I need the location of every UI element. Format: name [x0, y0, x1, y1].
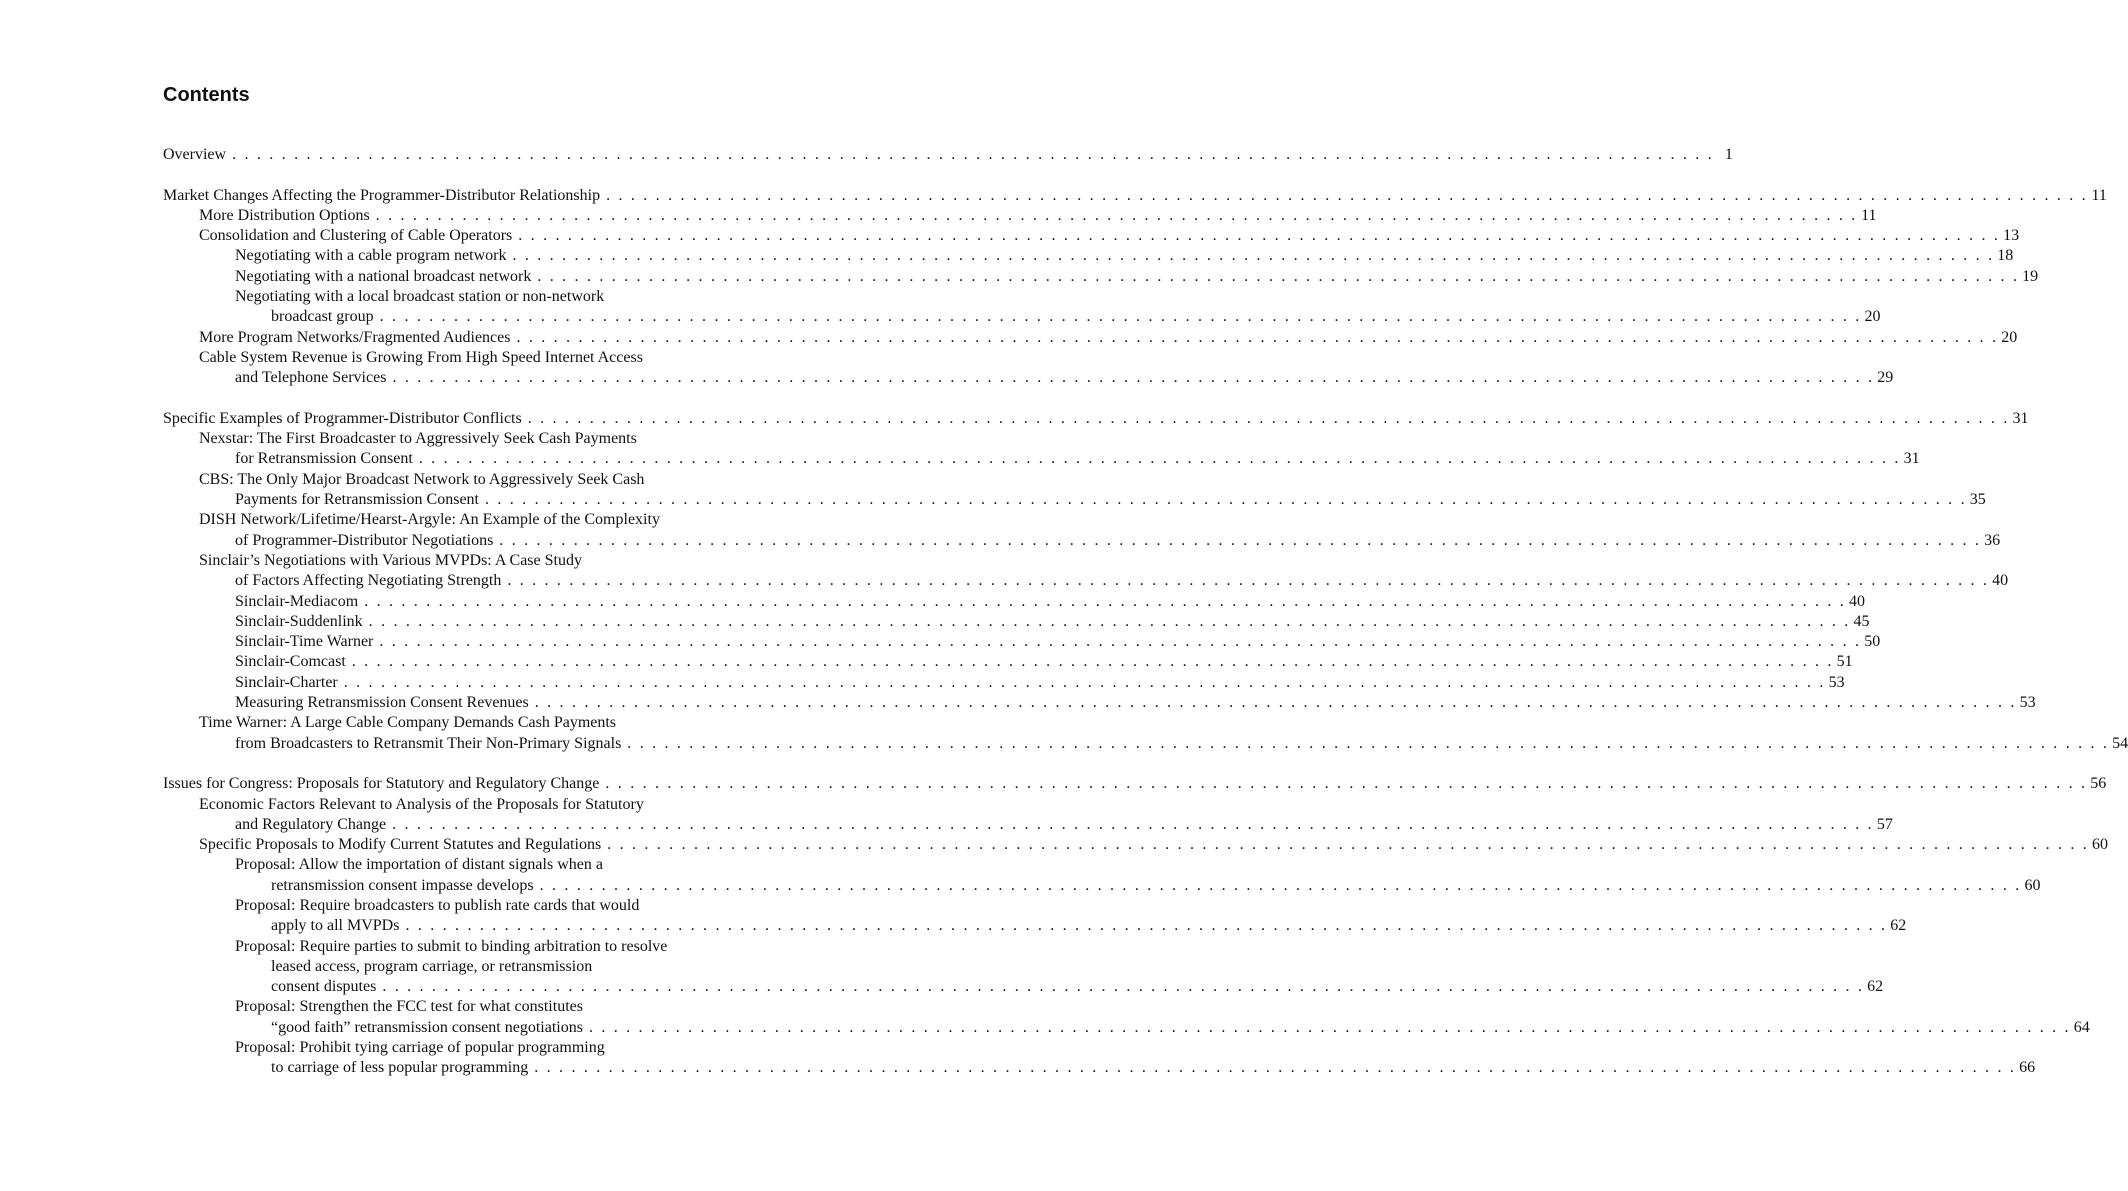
page-title: Contents [163, 84, 250, 106]
toc-entry [163, 1058, 2036, 1078]
toc-entry-title: Proposal: Allow the importation of distant signals when a [235, 856, 603, 874]
toc-page-number: 51 [1836, 653, 1853, 671]
toc-entry-title: Proposal: Strengthen the FCC test for what constitutes [235, 998, 583, 1016]
toc-entry-title: Sinclair’s Negotiations with Various MVPDs: A Case Study [199, 551, 582, 569]
toc-page-number: 53 [2019, 694, 2036, 712]
toc-entry-title: Issues for Congress: Proposals for Statutory and Regulatory Change [163, 775, 600, 793]
toc-page-number: 40 [1849, 592, 1866, 610]
toc-entry [163, 673, 1845, 693]
toc-entry-title: Proposal: Require broadcasters to publish rate cards that would [235, 896, 640, 914]
toc-entry [163, 652, 1853, 672]
toc-page-number: 11 [1861, 206, 1877, 224]
toc-entry [163, 328, 2018, 348]
dot-leader: . . . . . . . . . . . . . . . . . . . . . . . . . . . . . . . . . . . . . . . . . . . . . . . . . . . . . . . . . . . . . . . . . . . . . . . . . . . . . . . . . . . . . . . . . . . . . . . . . . . . . . . . . . . . . . . . . . . . . . . . [539, 876, 2022, 894]
toc-page-number: 60 [2091, 836, 2108, 854]
toc-page-number: 50 [1864, 633, 1881, 651]
toc-entry [163, 896, 758, 916]
toc-page-number: 53 [1828, 673, 1845, 691]
toc-entry-title: Proposal: Prohibit tying carriage of popular programming [235, 1039, 605, 1057]
toc-page-number: 18 [1997, 247, 2014, 265]
toc-page-number: 60 [2024, 876, 2041, 894]
toc-page-number: 13 [2003, 227, 2020, 245]
dot-leader: . . . . . . . . . . . . . . . . . . . . . . . . . . . . . . . . . . . . . . . . . . . . . . . . . . . . . . . . . . . . . . . . . . . . . . . . . . . . . . . . . . . . . . . . . . . . . . . . . . . . . . . . . . . . . . . . . . . . . . . . [606, 186, 2088, 204]
toc-entry-title: DISH Network/Lifetime/Hearst-Argyle: An Example of the Complexity [199, 511, 660, 529]
toc-entry-title: and Telephone Services [235, 369, 387, 387]
toc-entry [163, 997, 758, 1017]
toc-entry [163, 713, 758, 733]
toc-entry-title: apply to all MVPDs [271, 917, 400, 935]
toc-entry-title: Measuring Retransmission Consent Revenues [235, 694, 529, 712]
toc-page-number: 45 [1853, 612, 1870, 630]
toc-entry [163, 246, 2014, 266]
table-of-contents [163, 145, 2128, 1079]
toc-entry [163, 876, 2041, 896]
toc-entry-title: Sinclair-Charter [235, 673, 338, 691]
toc-entry [163, 551, 758, 571]
toc-entry-title: of Programmer-Distributor Negotiations [235, 531, 494, 549]
toc-entry [163, 287, 758, 307]
toc-page-number: 57 [1876, 815, 1893, 833]
toc-page-number: 56 [2090, 775, 2107, 793]
toc-entry [163, 916, 1907, 936]
toc-page-number: 66 [2019, 1059, 2036, 1077]
toc-entry-title: Economic Factors Relevant to Analysis of the Proposals for Statutory [199, 795, 644, 813]
toc-entry [163, 1038, 758, 1058]
toc-entry [163, 937, 758, 957]
toc-entry [163, 186, 2107, 206]
toc-page-number: 19 [2022, 267, 2039, 285]
toc-entry-title: to carriage of less popular programming [271, 1059, 529, 1077]
dot-leader: . . . . . . . . . . . . . . . . . . . . . . . . . . . . . . . . . . . . . . . . . . . . . . . . . . . . . . . . . . . . . . . . . . . . . . . . . . . . . . . . . . . . . . . . . . . . . . . . . . . . . . . . . . . . . . . . . . . . . . . . [507, 572, 1990, 590]
toc-entry-title: leased access, program carriage, or retransmission [271, 957, 593, 975]
toc-entry-title: Negotiating with a national broadcast network [235, 267, 532, 285]
dot-leader: . . . . . . . . . . . . . . . . . . . . . . . . . . . . . . . . . . . . . . . . . . . . . . . . . . . . . . . . . . . . . . . . . . . . . . . . . . . . . . . . . . . . . . . . . . . . . . . . . . . . . . . . . . . . . . . . . . . . . . . . [512, 247, 1995, 265]
dot-leader: . . . . . . . . . . . . . . . . . . . . . . . . . . . . . . . . . . . . . . . . . . . . . . . . . . . . . . . . . . . . . . . . . . . . . . . . . . . . . . . . . . . . . . . . . . . . . . . . . . . . . . . . . . . . . . . . . . . . . . . . [518, 227, 2001, 245]
dot-leader: . . . . . . . . . . . . . . . . . . . . . . . . . . . . . . . . . . . . . . . . . . . . . . . . . . . . . . . . . . . . . . . . . . . . . . . . . . . . . . . . . . . . . . . . . . . . . . . . . . . . . . . . . . . . . . . . . . . . . . . . [364, 592, 1847, 610]
toc-page-number: 29 [1877, 369, 1894, 387]
dot-leader: . . . . . . . . . . . . . . . . . . . . . . . . . . . . . . . . . . . . . . . . . . . . . . . . . . . . . . . . . . . . . . . . . . . . . . . . . . . . . . . . . . . . . . . . . . . . . . . . . . . . . . . . . . . . . . . . . . . . . . . . [379, 633, 1862, 651]
toc-page-number: 54 [2112, 734, 2128, 752]
dot-leader: . . . . . . . . . . . . . . . . . . . . . . . . . . . . . . . . . . . . . . . . . . . . . . . . . . . . . . . . . . . . . . . . . . . . . . . . . . . . . . . . . . . . . . . . . . . . . . . . . . . . . . . . . . . . . . . . . . . . . . . . [392, 815, 1874, 833]
dot-leader: . . . . . . . . . . . . . . . . . . . . . . . . . . . . . . . . . . . . . . . . . . . . . . . . . . . . . . . . . . . . . . . . . . . . . . . . . . . . . . . . . . . . . . . . . . . . . . . . . . . . . . . . . . . . . . . . . . . . . . . . [379, 308, 1862, 326]
dot-leader: . . . . . . . . . . . . . . . . . . . . . . . . . . . . . . . . . . . . . . . . . . . . . . . . . . . . . . . . . . . . . . . . . . . . . . . . . . . . . . . . . . . . . . . . . . . . . . . . . . . . . . . . . . . . . . . . . . . . . . . . [534, 694, 2017, 712]
toc-entry-title: retransmission consent impasse develops [271, 876, 534, 894]
toc-entry-title: broadcast group [271, 308, 374, 326]
toc-entry [163, 267, 2039, 287]
toc-page-number: 1 [1724, 146, 1733, 163]
toc-page-number: 36 [1984, 531, 2001, 549]
dot-leader: . . . . . . . . . . . . . . . . . . . . . . . . . . . . . . . . . . . . . . . . . . . . . . . . . . . . . . . . . . . . . . . . . . . . . . . . . . . . . . . . . . . . . . . . . . . . . . . . . . . . . . . . . . . . . . . . . . . . . . . . [343, 673, 1826, 691]
toc-entry [163, 592, 1866, 612]
toc-entry-title: consent disputes [271, 978, 377, 996]
toc-entry-title: Sinclair-Comcast [235, 653, 346, 671]
toc-entry-title: Consolidation and Clustering of Cable Operators [199, 227, 513, 245]
toc-entry-title: Cable System Revenue is Growing From High Speed Internet Access [199, 348, 643, 366]
toc-entry-title: Sinclair-Suddenlink [235, 612, 363, 630]
dot-leader: . . . . . . . . . . . . . . . . . . . . . . . . . . . . . . . . . . . . . . . . . . . . . . . . . . . . . . . . . . . . . . . . . . . . . . . . . . . . . . . . . . . . . . . . . . . . . . . . . . . . . . . . . . . . . . . . . . . . . . . . [375, 206, 1858, 224]
toc-entry [163, 774, 2107, 794]
toc-entry-title: More Distribution Options [199, 206, 370, 224]
toc-page-number: 40 [1992, 572, 2009, 590]
toc-page-number: 35 [1969, 491, 1986, 509]
toc-entry [163, 490, 1986, 510]
toc-entry [163, 409, 2029, 429]
toc-entry [163, 348, 758, 368]
toc-entry [163, 815, 1893, 835]
toc-entry-title: Nexstar: The First Broadcaster to Aggressively Seek Cash Payments [199, 430, 637, 448]
toc-entry [163, 693, 2036, 713]
toc-entry-title: Sinclair-Mediacom [235, 592, 359, 610]
toc-entry [163, 632, 1881, 652]
toc-entry [163, 835, 2108, 855]
dot-leader: . . . . . . . . . . . . . . . . . . . . . . . . . . . . . . . . . . . . . . . . . . . . . . . . . . . . . . . . . . . . . . . . . . . . . . . . . . . . . . . . . . . . . . . . . . . . . . . . . . . . . . . . . . . . . . . . . . . . . . . . [607, 836, 2089, 854]
dot-leader: . . . . . . . . . . . . . . . . . . . . . . . . . . . . . . . . . . . . . . . . . . . . . . . . . . . . . . . . . . . . . . . . . . . . . . . . . . . . . . . . . . . . . . . . . . . . . . . . . . . . . . . . . . . . . . . . . . . . . . . . [484, 491, 1967, 509]
dot-leader: . . . . . . . . . . . . . . . . . . . . . . . . . . . . . . . . . . . . . . . . . . . . . . . . . . . . . . . . . . . . . . . . . . . . . . . . . . . . . . . . . . . . . . . . . . . . . . . . . . . . . . . . . . . . . . . . . . . . . . . . [499, 531, 1982, 549]
toc-entry [163, 449, 1920, 469]
toc-entry [163, 571, 2009, 591]
toc-page-number: 64 [2073, 1018, 2090, 1036]
toc-entry-title: “good faith” retransmission consent negotiations [271, 1018, 583, 1036]
dot-leader: . . . . . . . . . . . . . . . . . . . . . . . . . . . . . . . . . . . . . . . . . . . . . . . . . . . . . . . . . . . . . . . . . . . . . . . . . . . . . . . . . . . . . . . . . . . . . . . . . . . . . . . . . . . . . . . . . . . . . . . . [605, 775, 2088, 793]
toc-entry-title: Sinclair-Time Warner [235, 633, 374, 651]
toc-entry-title: Proposal: Require parties to submit to binding arbitration to resolve [235, 937, 668, 955]
toc-page-number: 31 [2012, 409, 2029, 427]
dot-leader: . . . . . . . . . . . . . . . . . . . . . . . . . . . . . . . . . . . . . . . . . . . . . . . . . . . . . . . . . . . . . . . . . . . . . . . . . . . . . . . . . . . . . . . . . . . . . . . . . . . . . . . . . . . . . . . . . . . . . . . . [351, 653, 1834, 671]
toc-entry [163, 1018, 2090, 1038]
toc-page-number: 20 [2001, 328, 2018, 346]
dot-leader: . . . . . . . . . . . . . . . . . . . . . . . . . . . . . . . . . . . . . . . . . . . . . . . . . . . . . . . . . . . . . . . . . . . . . . . . . . . . . . . . . . . . . . . . . . . . . . . . . . . . . . . . . . . . . . . . . . . . . . . . [537, 267, 2020, 285]
toc-entry [163, 855, 758, 875]
toc-entry-title: Negotiating with a local broadcast station or non-network [235, 288, 605, 306]
dot-leader: . . . . . . . . . . . . . . . . . . . . . . . . . . . . . . . . . . . . . . . . . . . . . . . . . . . . . . . . . . . . . . . . . . . . . . . . . . . . . . . . . . . . . . . . . . . . . . . . . . . . . . . . . . . . . . . . . . . . . . . . [516, 328, 1999, 346]
toc-entry-title: of Factors Affecting Negotiating Strength [235, 572, 502, 590]
dot-leader: . . . . . . . . . . . . . . . . . . . . . . . . . . . . . . . . . . . . . . . . . . . . . . . . . . . . . . . . . . . . . . . . . . . . . . . . . . . . . . . . . . . . . . . . . . . . . . . . . . . . . . . . . . . . . . . . . . . . . . . . [382, 978, 1865, 996]
toc-page-number: 62 [1890, 917, 1907, 935]
toc-entry [163, 226, 2020, 246]
toc-page-number: 20 [1864, 308, 1881, 326]
dot-leader: . . . . . . . . . . . . . . . . . . . . . . . . . . . . . . . . . . . . . . . . . . . . . . . . . . . . . . . . . . . . . . . . . . . . . . . . . . . . . . . . . . . . . . . . . . . . . . . . . . . . . . . . . . . . . . . . . . . . . . . . [627, 734, 2110, 752]
toc-entry-title: Payments for Retransmission Consent [235, 491, 479, 509]
toc-page-number: 11 [2091, 186, 2107, 204]
toc-entry [163, 206, 1877, 226]
toc-entry-title: and Regulatory Change [235, 815, 387, 833]
toc-entry-title: Overview [163, 146, 227, 163]
toc-entry [163, 470, 758, 490]
toc-entry [163, 510, 758, 530]
toc-entry [163, 734, 2128, 754]
dot-leader: . . . . . . . . . . . . . . . . . . . . . . . . . . . . . . . . . . . . . . . . . . . . . . . . . . . . . . . . . . . . . . . . . . . . . . . . . . . . . . . . . . . . . . . . . . . . . . . . . . . . . . . . . . . . . . . . . . . . . . . . [232, 146, 1714, 163]
toc-entry-title: for Retransmission Consent [235, 450, 413, 468]
toc-entry [163, 368, 1894, 388]
toc-entry-title: Negotiating with a cable program network [235, 247, 507, 265]
toc-entry [163, 795, 758, 815]
toc-entry-title: from Broadcasters to Retransmit Their Non-Primary Signals [235, 734, 622, 752]
toc-entry-title: Specific Examples of Programmer-Distributor Conflicts [163, 409, 522, 427]
toc-entry-title: Market Changes Affecting the Programmer-Distributor Relationship [163, 186, 601, 204]
toc-entry-title: Specific Proposals to Modify Current Statutes and Regulations [199, 836, 602, 854]
dot-leader: . . . . . . . . . . . . . . . . . . . . . . . . . . . . . . . . . . . . . . . . . . . . . . . . . . . . . . . . . . . . . . . . . . . . . . . . . . . . . . . . . . . . . . . . . . . . . . . . . . . . . . . . . . . . . . . . . . . . . . . . [588, 1018, 2071, 1036]
dot-leader: . . . . . . . . . . . . . . . . . . . . . . . . . . . . . . . . . . . . . . . . . . . . . . . . . . . . . . . . . . . . . . . . . . . . . . . . . . . . . . . . . . . . . . . . . . . . . . . . . . . . . . . . . . . . . . . . . . . . . . . . [534, 1059, 2017, 1077]
toc-entry-title: CBS: The Only Major Broadcast Network to Aggressively Seek Cash [199, 470, 645, 488]
toc-entry [163, 957, 758, 977]
toc-entry [163, 531, 2001, 551]
dot-leader: . . . . . . . . . . . . . . . . . . . . . . . . . . . . . . . . . . . . . . . . . . . . . . . . . . . . . . . . . . . . . . . . . . . . . . . . . . . . . . . . . . . . . . . . . . . . . . . . . . . . . . . . . . . . . . . . . . . . . . . . [527, 409, 2010, 427]
toc-entry-title: Time Warner: A Large Cable Company Demands Cash Payments [199, 714, 617, 732]
toc-entry [163, 145, 1733, 165]
toc-entry [163, 612, 1870, 632]
dot-leader: . . . . . . . . . . . . . . . . . . . . . . . . . . . . . . . . . . . . . . . . . . . . . . . . . . . . . . . . . . . . . . . . . . . . . . . . . . . . . . . . . . . . . . . . . . . . . . . . . . . . . . . . . . . . . . . . . . . . . . . . [405, 917, 1888, 935]
toc-entry-title: More Program Networks/Fragmented Audiences [199, 328, 511, 346]
dot-leader: . . . . . . . . . . . . . . . . . . . . . . . . . . . . . . . . . . . . . . . . . . . . . . . . . . . . . . . . . . . . . . . . . . . . . . . . . . . . . . . . . . . . . . . . . . . . . . . . . . . . . . . . . . . . . . . . . . . . . . . . [368, 612, 1851, 630]
dot-leader: . . . . . . . . . . . . . . . . . . . . . . . . . . . . . . . . . . . . . . . . . . . . . . . . . . . . . . . . . . . . . . . . . . . . . . . . . . . . . . . . . . . . . . . . . . . . . . . . . . . . . . . . . . . . . . . . . . . . . . . . [392, 369, 1875, 387]
toc-entry [163, 307, 1881, 327]
toc-entry [163, 429, 758, 449]
dot-leader: . . . . . . . . . . . . . . . . . . . . . . . . . . . . . . . . . . . . . . . . . . . . . . . . . . . . . . . . . . . . . . . . . . . . . . . . . . . . . . . . . . . . . . . . . . . . . . . . . . . . . . . . . . . . . . . . . . . . . . . . [418, 450, 1901, 468]
toc-page-number: 62 [1867, 978, 1884, 996]
toc-entry [163, 977, 1884, 997]
toc-page-number: 31 [1903, 450, 1920, 468]
